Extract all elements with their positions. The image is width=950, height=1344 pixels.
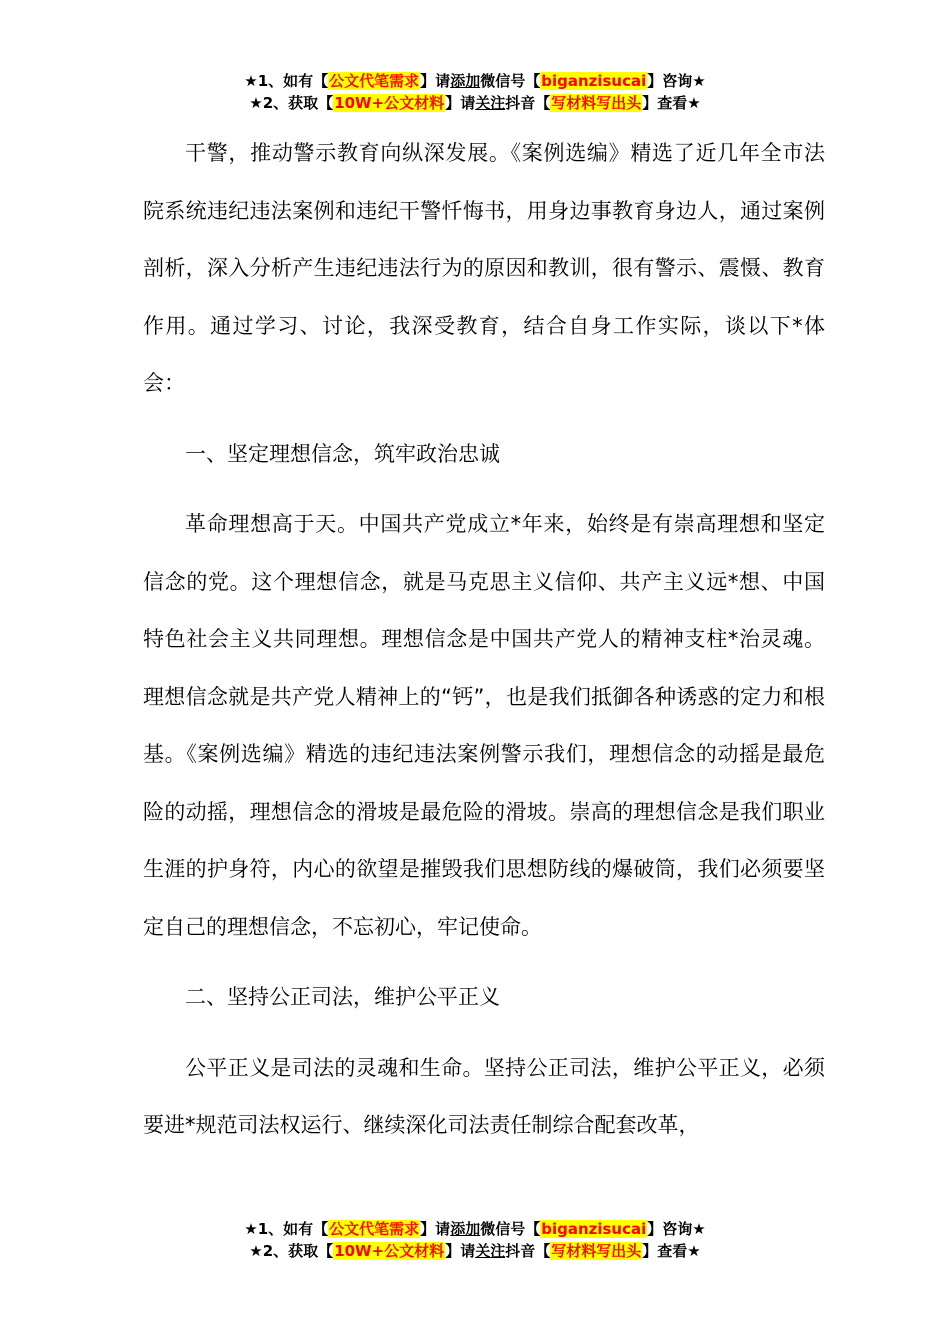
banner-text: 抖音【 <box>505 94 551 112</box>
section-heading-2: 二、坚持公正司法，维护公平正义 <box>185 985 500 1009</box>
banner-line-1 <box>0 1218 950 1240</box>
highlight-materials: 10W+公文材料 <box>334 1242 445 1260</box>
banner-text: 】请 <box>445 94 476 112</box>
section-heading-1: 一、坚定理想信念，筑牢政治忠诚 <box>185 441 500 466</box>
banner-text: ★1、如有【 <box>244 1220 329 1238</box>
banner-line-2 <box>0 1240 950 1262</box>
banner-line-1 <box>0 70 950 92</box>
document-body <box>143 125 825 1155</box>
highlight-douyin: 写材料写出头 <box>551 94 642 112</box>
underlined-text: 添加 <box>450 72 481 90</box>
top-banner <box>0 70 950 114</box>
banner-text: 】请 <box>420 1220 451 1238</box>
banner-text: 抖音【 <box>505 1242 551 1260</box>
banner-text: ★2、获取【 <box>249 1242 334 1260</box>
highlight-service: 公文代笔需求 <box>329 1220 420 1238</box>
underlined-text: 关注 <box>475 94 506 112</box>
section-2-paragraph: 公平正义是司法的灵魂和生命。坚持公正司法，维护公平正义，必须要进*规范司法权运行、继续深化司法责任制综合配套改革， <box>143 1055 825 1137</box>
banner-text: 】咨询★ <box>647 72 706 90</box>
banner-text: ★1、如有【 <box>244 72 329 90</box>
banner-text: 微信号【 <box>480 72 541 90</box>
underlined-text: 添加 <box>450 1220 481 1238</box>
banner-line-2 <box>0 92 950 114</box>
bottom-banner <box>0 1218 950 1262</box>
underlined-text: 关注 <box>475 1242 506 1260</box>
banner-text: 微信号【 <box>480 1220 541 1238</box>
highlight-service: 公文代笔需求 <box>329 72 420 90</box>
banner-text: 】查看★ <box>642 1242 701 1260</box>
highlight-wechat-id: biganzisucai <box>541 1220 647 1238</box>
banner-text: 】请 <box>445 1242 476 1260</box>
highlight-materials: 10W+公文材料 <box>334 94 445 112</box>
banner-text: ★2、获取【 <box>249 94 334 112</box>
banner-text: 】查看★ <box>642 94 701 112</box>
highlight-wechat-id: biganzisucai <box>541 72 647 90</box>
intro-paragraph: 干警，推动警示教育向纵深发展。《案例选编》精选了近几年全市法院系统违纪违法案例和违纪干警忏悔书，用身边事教育身边人，通过案例剖析，深入分析产生违纪违法行为的原因和教训，很有警示、震慑、教育作用。通过学习、讨论，我深受教育，结合自身工作实际，谈以下*体会： <box>143 141 825 395</box>
banner-text: 】请 <box>420 72 451 90</box>
banner-text: 】咨询★ <box>647 1220 706 1238</box>
highlight-douyin: 写材料写出头 <box>551 1242 642 1260</box>
section-1-paragraph: 革命理想高于天。中国共产党成立*年来，始终是有崇高理想和坚定信念的党。这个理想信念，就是马克思主义信仰、共产主义远*想、中国特色社会主义共同理想。理想信念是中国共产党人的精神支柱*治灵魂。理想信念就是共产党人精神上的“钙”，也是我们抵御各种诱惑的定力和根基。《案例选编》精选的违纪违法案例警示我们，理想信念的动摇是最危险的动摇，理想信念的滑坡是最危险的滑坡。崇高的理想信念是我们职业生涯的护身符，内心的欲望是摧毁我们思想防线的爆破筒，我们必须要坚定自己的理想信念，不忘初心，牢记使命。 <box>143 512 825 939</box>
